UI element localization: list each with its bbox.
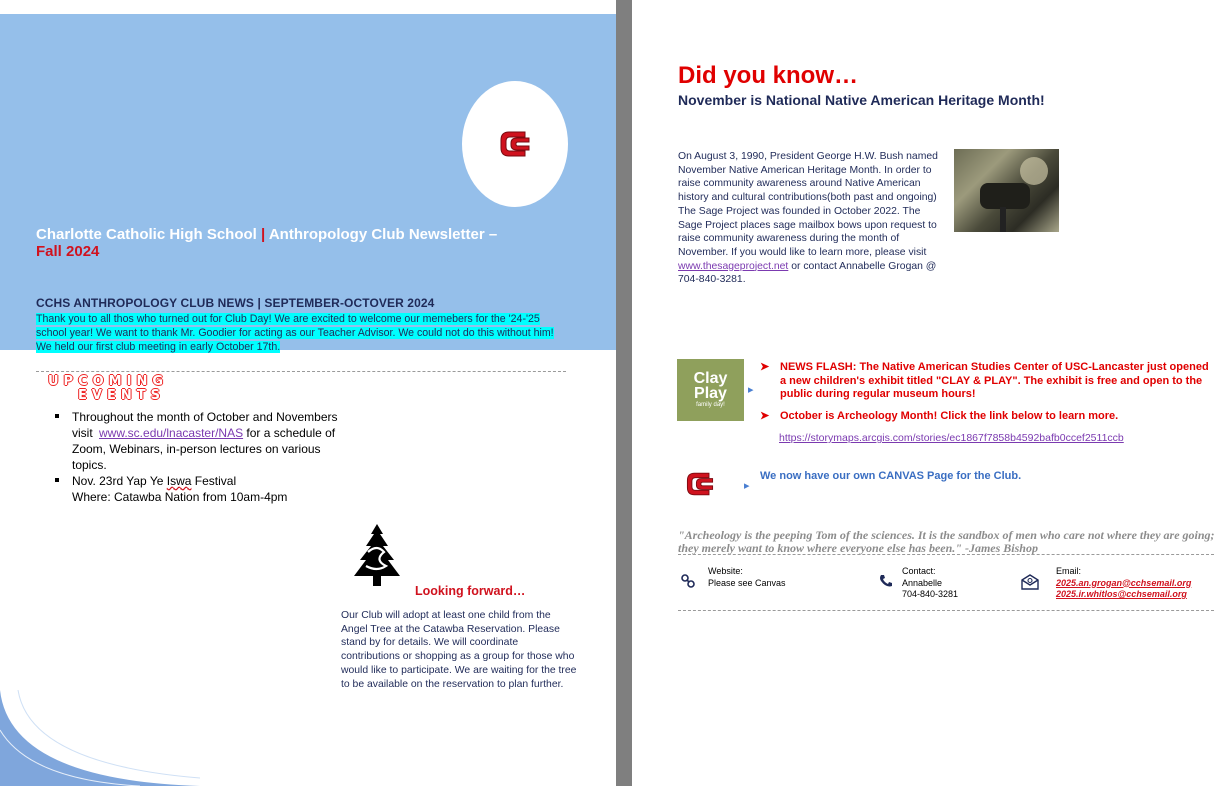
website-info: [708, 566, 786, 589]
newsletter-season: Fall 2024: [36, 243, 100, 260]
corner-decoration: [0, 690, 200, 786]
clay-word: Clay: [693, 370, 728, 387]
bullet-icon: [55, 478, 59, 482]
event-location: Where: Catawba Nation from 10am-4pm: [72, 490, 288, 504]
email-info: [1056, 566, 1191, 601]
footer-divider: [678, 610, 1214, 611]
did-you-know-heading: Did you know…: [678, 62, 858, 89]
upcoming-word: UPCOMING: [48, 374, 168, 389]
contact-name: Annabelle: [902, 577, 943, 588]
mailbox-image: [954, 149, 1059, 232]
chevron-right-icon: ➤: [760, 361, 770, 373]
chevron-right-icon: ➤: [760, 409, 770, 422]
arrow-right-icon: ▸: [748, 384, 754, 396]
nas-link[interactable]: www.sc.edu/lnacaster/NAS: [99, 426, 244, 440]
clay-and-play-logo: [677, 359, 744, 421]
newsletter-title: [36, 226, 526, 260]
christmas-tree-icon: [352, 522, 402, 594]
archeology-quote: "Archeology is the peeping Tom of the sciences. It is the sandbox of men who care not where they are going; they merely want to know where everyone else has been." -James Bishop: [678, 528, 1215, 555]
website-label: Website:: [708, 566, 743, 576]
newsletter-page-2: [632, 0, 1232, 786]
welcome-text: Thank you to all thos who turned out for Club Day! We are excited to welcome our memebers for the '24-'25 school year! We want to thank Mr. Goodier for acting as our Teacher Advisor. We could not do this without him! We held our first club meeting in early October 17th.: [36, 313, 554, 353]
quote-divider: [678, 554, 1214, 555]
list-item: [50, 409, 340, 473]
welcome-paragraph: [36, 312, 572, 354]
event-text-suffix: Festival: [191, 474, 237, 488]
contact-label: Contact:: [902, 566, 936, 576]
club-news-heading: CCHS ANTHROPOLOGY CLUB NEWS | SEPTEMBER-OCTOVER 2024: [36, 296, 435, 310]
cc-logo-icon: [495, 124, 535, 164]
sage-project-link[interactable]: www.thesageproject.net: [678, 260, 789, 272]
angel-tree-paragraph: Our Club will adopt at least one child from the Angel Tree at the Catawba Reservation. Please stand by for details. We will coordinate contributions or shopping as a group for those who would like to participate. We are waiting for the tree to be available on the reservation to plan further.: [341, 610, 577, 690]
newsletter-name: Anthropology Club Newsletter –: [268, 226, 498, 243]
list-item: [760, 410, 1210, 424]
event-text: Nov. 23rd Yap Ye: [72, 474, 167, 488]
contact-phone: 704-840-3281: [902, 589, 959, 599]
heritage-text: On August 3, 1990, President George H.W. Bush named November Native American Heritage Month. In order to raise community awareness around Native American history and cultural contributions(both past and ongoing) The Sage Project was founded in October 2022. The Sage Project places sage mailbox bows upon request to raise community awareness during the month of November. If you would like to learn more, please visit: [678, 151, 938, 258]
website-value: Please see Canvas: [708, 577, 786, 588]
heritage-month-heading: November is National Native American Heritage Month!: [678, 92, 1045, 108]
cc-logo-icon: [682, 466, 718, 502]
archeology-month-text: October is Archeology Month! Click the link below to learn more.: [780, 409, 1119, 422]
list-item: [760, 361, 1210, 402]
title-separator: |: [261, 226, 266, 243]
section-divider: [36, 371, 566, 372]
events-word: EVENTS: [78, 388, 165, 403]
events-list: [50, 409, 340, 505]
storymap-link[interactable]: https://storymaps.arcgis.com/stories/ec1867f7858b4592bafb0ccef2511ccb: [779, 432, 1124, 444]
event-text: Throughout the month of October and Novembers visit: [72, 410, 338, 440]
news-flash-text: NEWS FLASH: The Native American Studies Center of USC-Lancaster just opened a new children's exhibit titled "CLAY & PLAY". The exhibit is free and open to the public during regular museum hours!: [780, 361, 1209, 400]
arrow-right-icon: ▸: [744, 480, 750, 492]
email-link-2[interactable]: 2025.ir.whitlos@cchsemail.org: [1056, 589, 1187, 599]
school-name: Charlotte Catholic High School: [36, 226, 257, 243]
upcoming-events-heading: [48, 375, 168, 403]
heritage-paragraph: [678, 150, 940, 287]
heritage-text-suffix: or contact Annabelle Grogan @ 704-840-3281.: [678, 260, 937, 286]
canvas-announcement: We now have our own CANVAS Page for the Club.: [760, 470, 1022, 482]
play-word: Play: [694, 385, 727, 402]
sage-mailbox-photo: [954, 149, 1059, 232]
header-top-strip: [0, 0, 616, 14]
contact-info: [902, 566, 958, 601]
list-item: [50, 473, 340, 505]
email-icon: [1021, 574, 1039, 593]
logo-badge: [462, 81, 568, 207]
email-label: Email:: [1056, 566, 1082, 576]
link-icon: [680, 573, 696, 592]
bullet-icon: [55, 414, 59, 418]
spellcheck-word: Iswa: [166, 474, 192, 488]
email-link-1[interactable]: 2025.an.grogan@cchsemail.org: [1056, 577, 1192, 588]
phone-icon: [878, 573, 894, 592]
news-flash-list: [760, 361, 1210, 423]
clay-subtitle: family day!: [696, 402, 725, 408]
club-logo: [682, 466, 718, 502]
looking-forward-heading: Looking forward…: [415, 584, 526, 598]
event-text-suffix: for a schedule of Zoom, Webinars, in-person lectures on various topics.: [72, 426, 336, 472]
